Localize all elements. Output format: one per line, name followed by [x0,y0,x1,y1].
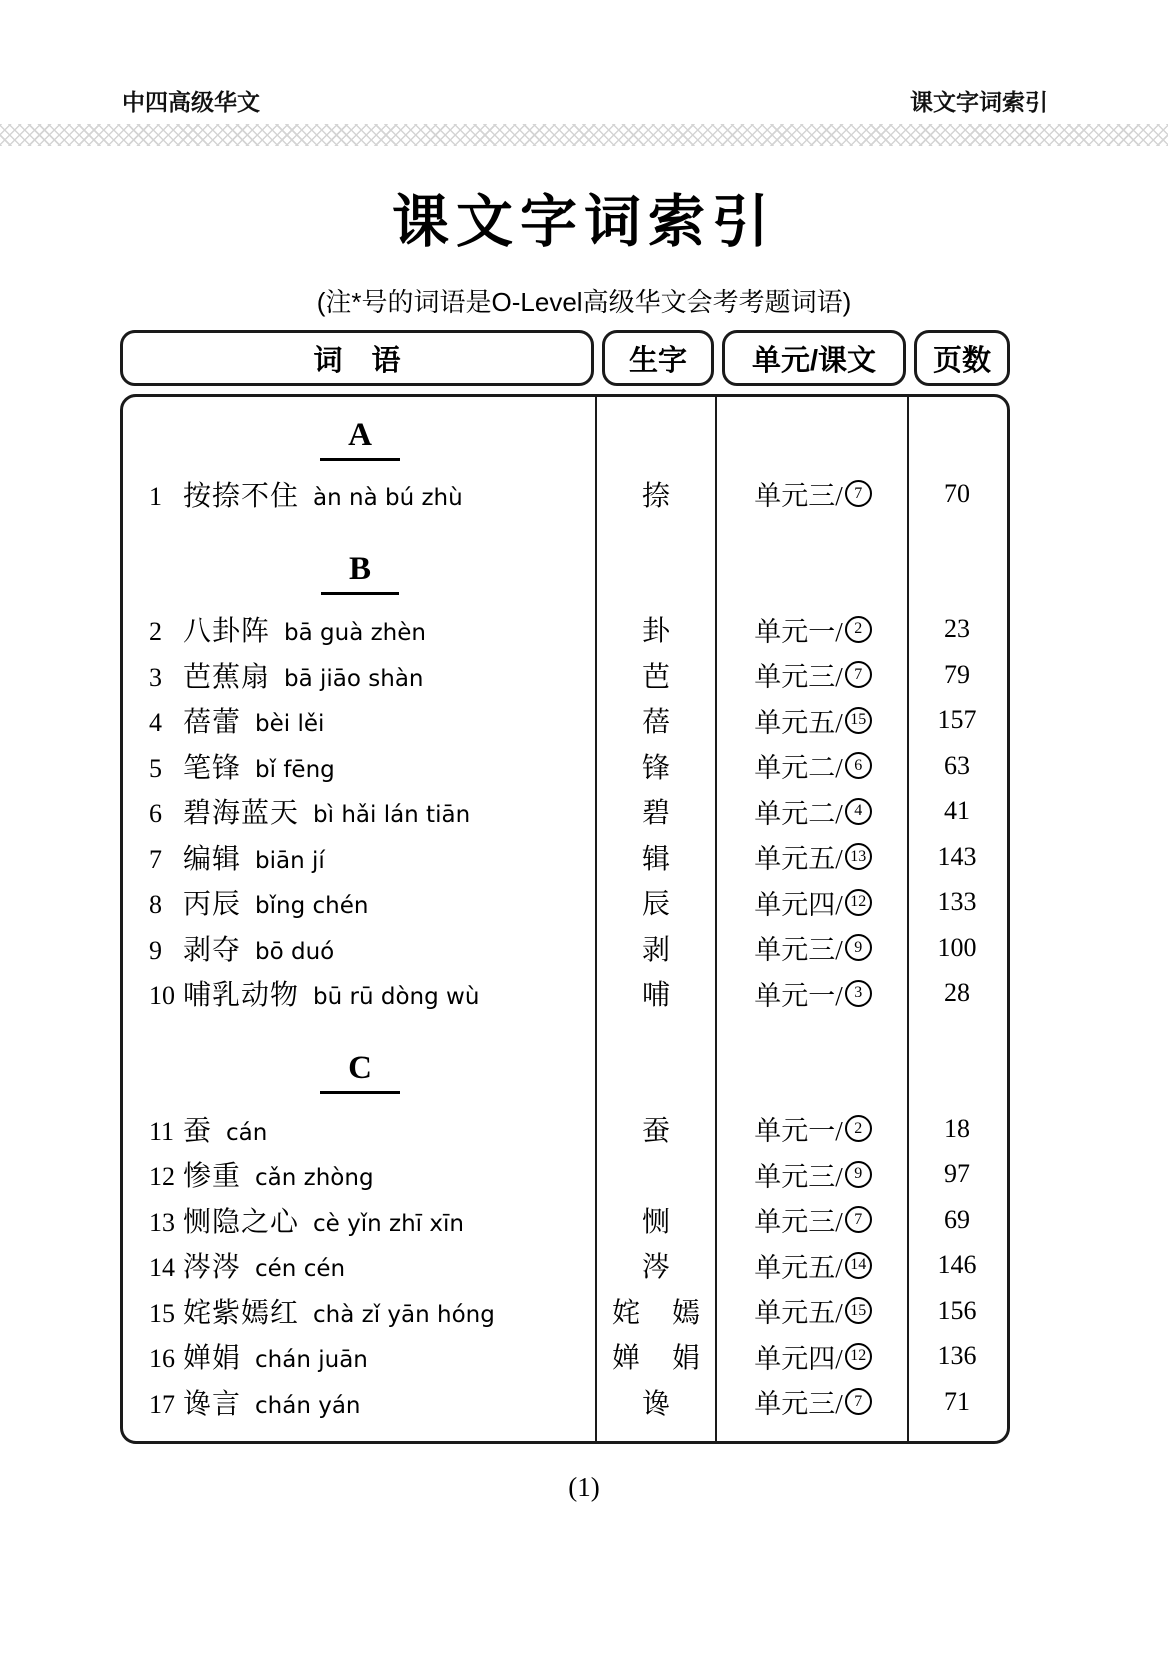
unit-cell [717,1337,909,1376]
word-cell [123,1154,597,1194]
entry-number: 6 [149,799,162,829]
section-letter: A [320,413,400,461]
new-char-cell: 辰 [641,889,672,921]
section-letter-row [123,413,597,461]
entry-word: 姹紫嫣红 [183,1297,300,1329]
entry-word: 恻隐之心 [183,1206,300,1238]
entry-pinyin: bǐng chén [255,893,369,920]
section-letter-row [123,1046,597,1094]
table-row [123,834,1007,880]
unit-label: 单元一/ [754,1116,843,1147]
unit-cell [717,792,909,831]
lesson-number: 12 [845,889,872,916]
new-char-cell: 卦 [641,616,672,648]
unit-label: 单元一/ [754,616,843,647]
unit-label: 单元三/ [754,1161,843,1192]
entry-pinyin: biān jí [255,847,325,874]
entry-pinyin: bā guà zhèn [284,620,426,647]
entry-word: 编辑 [183,843,242,875]
entry-word: 剥夺 [183,934,242,966]
word-cell [123,973,597,1013]
entry-word: 蚕 [183,1115,213,1147]
entry-word: 涔涔 [183,1252,242,1284]
column-header-unit: 单元/课文 [722,330,906,386]
new-char-cell: 谗 [641,1388,672,1420]
unit-label: 单元三/ [754,935,843,966]
entry-pinyin: cán [226,1119,268,1146]
lesson-number: 2 [845,1115,872,1142]
entry-pinyin: àn nà bú zhù [313,484,463,511]
table-row [123,471,1007,517]
table-row [123,607,1007,653]
page-number-cell: 18 [944,1113,970,1143]
word-cell [123,474,597,514]
table-row [123,1106,1007,1152]
unit-label: 单元一/ [754,980,843,1011]
table-row [123,1379,1007,1425]
new-char-cell: 捺 [641,480,672,512]
entry-pinyin: bì hǎi lán tiān [313,802,471,829]
word-cell [123,928,597,968]
unit-cell [717,701,909,740]
unit-cell [717,655,909,694]
unit-label: 单元五/ [754,1298,843,1329]
new-char-cell: 涔 [641,1252,672,1284]
entry-pinyin: bā jiāo shàn [284,665,424,692]
table-header [120,330,1010,386]
column-header-new-char: 生字 [602,330,714,386]
new-char-cell: 姹 嫣 [611,1297,702,1329]
entry-word: 丙辰 [183,889,242,921]
unit-cell [717,1246,909,1285]
lesson-number: 3 [845,980,872,1007]
new-char-cell: 碧 [641,798,672,830]
unit-label: 单元五/ [754,1252,843,1283]
running-head-left: 中四高级华文 [122,89,260,115]
page-number-cell: 23 [944,614,970,644]
new-char-cell: 锋 [641,752,672,784]
entry-pinyin: bō duó [255,938,335,965]
entry-word: 笔锋 [183,752,242,784]
entry-number: 5 [149,753,162,783]
page-number-cell: 79 [944,659,970,689]
lesson-number: 14 [845,1252,872,1279]
entry-number: 2 [149,617,162,647]
entry-number: 12 [149,1162,175,1192]
unit-label: 单元四/ [754,889,843,920]
page-number-cell: 100 [937,932,977,962]
page-number-cell: 146 [937,1250,977,1280]
entry-word: 哺乳动物 [183,980,300,1012]
index-table [120,330,1010,1444]
unit-cell [717,1382,909,1421]
table-row [123,1243,1007,1289]
word-cell [123,1291,597,1331]
new-char-cell: 蚕 [641,1115,672,1147]
unit-cell [717,1291,909,1330]
unit-label: 单元二/ [754,798,843,829]
lesson-number: 9 [845,1161,872,1188]
page-title: 课文字词索引 [392,190,776,254]
lesson-number: 13 [845,843,872,870]
entry-pinyin: bū rū dòng wù [313,984,480,1011]
word-cell [123,700,597,740]
decorative-band [0,124,1168,146]
unit-label: 单元三/ [754,1389,843,1420]
table-body [120,394,1010,1444]
entry-pinyin: bèi lěi [255,711,325,738]
entry-number: 13 [149,1207,175,1237]
unit-label: 单元三/ [754,1207,843,1238]
entry-pinyin: cǎn zhòng [255,1165,374,1192]
unit-cell [717,1200,909,1239]
unit-cell [717,928,909,967]
table-row [123,880,1007,926]
table-row [123,743,1007,789]
word-cell [123,609,597,649]
lesson-number: 7 [845,1388,872,1415]
page-number-cell: 136 [937,1341,977,1371]
entry-pinyin: chán yán [255,1392,361,1419]
unit-cell [717,837,909,876]
entry-pinyin: chà zǐ yān hóng [313,1301,495,1328]
entry-number: 14 [149,1253,175,1283]
word-cell [123,1245,597,1285]
entry-pinyin: bǐ fēng [255,756,335,783]
entry-number: 10 [149,981,175,1011]
word-cell [123,1200,597,1240]
entry-pinyin: cén cén [255,1256,346,1283]
table-row [123,1152,1007,1198]
unit-label: 单元四/ [754,1343,843,1374]
entry-number: 17 [149,1389,175,1419]
entry-number: 1 [149,481,162,511]
table-row [123,1197,1007,1243]
table-row [123,789,1007,835]
word-cell [123,1109,597,1149]
table-row [123,1288,1007,1334]
word-cell [123,837,597,877]
entry-word: 芭蕉扇 [183,661,271,693]
unit-label: 单元二/ [754,753,843,784]
unit-label: 单元三/ [754,662,843,693]
entry-number: 3 [149,662,162,692]
unit-cell [717,1155,909,1194]
page-number-cell: 70 [944,478,970,508]
entry-pinyin: cè yǐn zhī xīn [313,1210,464,1237]
new-char-cell: 芭 [641,661,672,693]
table-row [123,652,1007,698]
new-char-cell: 婵 娟 [611,1343,702,1375]
page-number: (1) [568,1472,600,1502]
page-number-cell: 63 [944,750,970,780]
lesson-number: 6 [845,752,872,779]
entry-word: 蓓蕾 [183,707,242,739]
unit-label: 单元五/ [754,844,843,875]
lesson-number: 2 [845,616,872,643]
page-number-cell: 143 [937,841,977,871]
entry-word: 碧海蓝天 [183,798,300,830]
lesson-number: 12 [845,1343,872,1370]
word-cell [123,1382,597,1422]
unit-cell [717,746,909,785]
unit-label: 单元三/ [754,481,843,512]
table-row [123,698,1007,744]
page-number-cell: 69 [944,1204,970,1234]
entry-word: 八卦阵 [183,616,271,648]
lesson-number: 9 [845,934,872,961]
table-row [123,971,1007,1017]
section-letter-row [123,547,597,595]
page-number-cell: 157 [937,705,977,735]
table-row [123,925,1007,971]
unit-cell [717,974,909,1013]
page-number-cell: 71 [944,1386,970,1416]
new-char-cell: 蓓 [641,707,672,739]
new-char-cell: 辑 [641,843,672,875]
unit-label: 单元五/ [754,707,843,738]
page-number-cell: 156 [937,1295,977,1325]
entry-word: 惨重 [183,1161,242,1193]
section-letter: C [320,1046,400,1094]
unit-cell [717,474,909,513]
entry-pinyin: chán juān [255,1347,368,1374]
entry-number: 9 [149,935,162,965]
new-char-cell: 哺 [641,980,672,1012]
entry-word: 按捺不住 [183,480,300,512]
lesson-number: 4 [845,798,872,825]
lesson-number: 15 [845,1297,872,1324]
section-letter: B [321,547,399,595]
lesson-number: 7 [845,661,872,688]
page-header [122,84,1048,117]
word-cell [123,655,597,695]
running-head-right: 课文字词索引 [910,89,1048,115]
word-cell [123,791,597,831]
unit-cell [717,1109,909,1148]
lesson-number: 7 [845,480,872,507]
word-cell [123,746,597,786]
subtitle-note: (注*号的词语是O-Level高级华文会考考题词语) [316,287,852,317]
page-number-cell: 41 [944,796,970,826]
entry-number: 8 [149,890,162,920]
column-header-word: 词 语 [120,330,594,386]
entry-number: 11 [149,1116,175,1146]
table-rows [123,397,1007,1441]
lesson-number: 15 [845,707,872,734]
entry-number: 15 [149,1298,175,1328]
new-char-cell: 恻 [641,1206,672,1238]
lesson-number: 7 [845,1206,872,1233]
page-number-cell: 28 [944,978,970,1008]
entry-number: 7 [149,844,162,874]
word-cell [123,1336,597,1376]
unit-cell [717,883,909,922]
page-number-cell: 97 [944,1159,970,1189]
entry-number: 4 [149,708,162,738]
unit-cell [717,610,909,649]
page-number-cell: 133 [937,887,977,917]
word-cell [123,882,597,922]
entry-word: 谗言 [183,1388,242,1420]
entry-number: 16 [149,1344,175,1374]
entry-word: 婵娟 [183,1343,242,1375]
new-char-cell: 剥 [641,934,672,966]
table-row [123,1334,1007,1380]
column-header-page: 页数 [914,330,1010,386]
